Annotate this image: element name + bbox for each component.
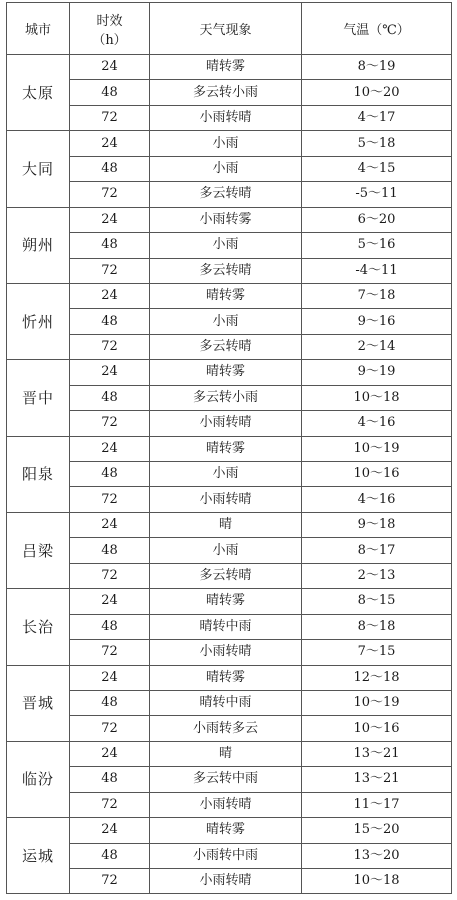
- weather-cell: 小雨: [150, 156, 302, 181]
- temp-cell: 7～15: [302, 640, 452, 665]
- hour-cell: 48: [70, 767, 150, 792]
- temp-cell: 13～20: [302, 843, 452, 868]
- weather-cell: 小雨转中雨: [150, 843, 302, 868]
- weather-cell: 小雨转晴: [150, 792, 302, 817]
- hour-cell: 48: [70, 309, 150, 334]
- table-row: [7, 334, 452, 359]
- hour-cell: 48: [70, 385, 150, 410]
- weather-cell: 晴转雾: [150, 436, 302, 461]
- weather-cell: 小雨转晴: [150, 105, 302, 130]
- weather-cell: 晴转雾: [150, 360, 302, 385]
- temp-cell: 6～20: [302, 207, 452, 232]
- header-weather: 天气现象: [150, 3, 302, 55]
- table-row: [7, 385, 452, 410]
- weather-cell: 多云转晴: [150, 182, 302, 207]
- hour-cell: 24: [70, 589, 150, 614]
- weather-cell: 小雨转晴: [150, 869, 302, 894]
- table-row: [7, 589, 452, 614]
- temp-cell: 4～17: [302, 105, 452, 130]
- temp-cell: 4～16: [302, 487, 452, 512]
- city-cell: 运城: [7, 818, 70, 894]
- hour-cell: 48: [70, 538, 150, 563]
- weather-cell: 小雨转晴: [150, 487, 302, 512]
- temp-cell: 10～18: [302, 869, 452, 894]
- header-temp: 气温（℃）: [302, 3, 452, 55]
- hour-cell: 24: [70, 818, 150, 843]
- temp-cell: 8～18: [302, 614, 452, 639]
- table-row: [7, 792, 452, 817]
- table-row: [7, 131, 452, 156]
- forecast-table: [6, 2, 452, 894]
- temp-cell: 5～18: [302, 131, 452, 156]
- temp-cell: 10～20: [302, 80, 452, 105]
- city-cell: 长治: [7, 589, 70, 665]
- temp-cell: 13～21: [302, 741, 452, 766]
- temp-cell: 4～15: [302, 156, 452, 181]
- table-row: [7, 55, 452, 80]
- weather-cell: 小雨转雾: [150, 207, 302, 232]
- weather-cell: 小雨转晴: [150, 411, 302, 436]
- table-row: [7, 258, 452, 283]
- city-cell: 朔州: [7, 207, 70, 283]
- hour-cell: 24: [70, 436, 150, 461]
- weather-cell: 多云转中雨: [150, 767, 302, 792]
- temp-cell: 10～16: [302, 462, 452, 487]
- table-row: [7, 843, 452, 868]
- header-hour-line1: 时效: [96, 13, 123, 29]
- table-row: [7, 741, 452, 766]
- weather-cell: 晴转中雨: [150, 614, 302, 639]
- table-row: [7, 283, 452, 308]
- weather-cell: 多云转小雨: [150, 80, 302, 105]
- table-row: [7, 487, 452, 512]
- table-row: [7, 80, 452, 105]
- weather-cell: 小雨转多云: [150, 716, 302, 741]
- weather-cell: 多云转晴: [150, 563, 302, 588]
- temp-cell: -5～11: [302, 182, 452, 207]
- city-cell: 阳泉: [7, 436, 70, 512]
- city-cell: 晋中: [7, 360, 70, 436]
- table-row: [7, 767, 452, 792]
- hour-cell: 24: [70, 512, 150, 537]
- table-row: [7, 614, 452, 639]
- table-row: [7, 563, 452, 588]
- city-cell: 吕梁: [7, 512, 70, 588]
- city-cell: 忻州: [7, 283, 70, 359]
- hour-cell: 72: [70, 487, 150, 512]
- temp-cell: 5～16: [302, 233, 452, 258]
- hour-cell: 24: [70, 131, 150, 156]
- temp-cell: 9～16: [302, 309, 452, 334]
- temp-cell: 8～19: [302, 55, 452, 80]
- hour-cell: 72: [70, 716, 150, 741]
- hour-cell: 24: [70, 55, 150, 80]
- weather-cell: 多云转晴: [150, 334, 302, 359]
- table-row: [7, 462, 452, 487]
- header-city: 城市: [7, 3, 70, 55]
- weather-cell: 晴转中雨: [150, 690, 302, 715]
- temp-cell: 10～19: [302, 436, 452, 461]
- temp-cell: 10～18: [302, 385, 452, 410]
- table-row: [7, 538, 452, 563]
- hour-cell: 24: [70, 360, 150, 385]
- hour-cell: 72: [70, 563, 150, 588]
- hour-cell: 48: [70, 156, 150, 181]
- weather-cell: 晴: [150, 512, 302, 537]
- weather-cell: 小雨: [150, 233, 302, 258]
- weather-cell: 小雨: [150, 131, 302, 156]
- hour-cell: 72: [70, 182, 150, 207]
- temp-cell: 2～14: [302, 334, 452, 359]
- table-row: [7, 156, 452, 181]
- table-row: [7, 665, 452, 690]
- temp-cell: 8～15: [302, 589, 452, 614]
- table-row: [7, 716, 452, 741]
- temp-cell: 10～19: [302, 690, 452, 715]
- hour-cell: 72: [70, 334, 150, 359]
- hour-cell: 48: [70, 233, 150, 258]
- weather-cell: 晴转雾: [150, 665, 302, 690]
- weather-cell: 晴转雾: [150, 589, 302, 614]
- temp-cell: 2～13: [302, 563, 452, 588]
- hour-cell: 24: [70, 741, 150, 766]
- hour-cell: 72: [70, 105, 150, 130]
- weather-cell: 晴转雾: [150, 818, 302, 843]
- weather-cell: 小雨转晴: [150, 640, 302, 665]
- hour-cell: 72: [70, 411, 150, 436]
- hour-cell: 48: [70, 690, 150, 715]
- temp-cell: 9～19: [302, 360, 452, 385]
- city-cell: 临汾: [7, 741, 70, 817]
- table-row: [7, 690, 452, 715]
- hour-cell: 48: [70, 843, 150, 868]
- weather-cell: 小雨: [150, 462, 302, 487]
- weather-cell: 小雨: [150, 309, 302, 334]
- temp-cell: 10～16: [302, 716, 452, 741]
- hour-cell: 72: [70, 640, 150, 665]
- table-row: [7, 436, 452, 461]
- weather-cell: 多云转晴: [150, 258, 302, 283]
- header-row: [7, 3, 452, 55]
- table-row: [7, 869, 452, 894]
- table-row: [7, 360, 452, 385]
- table-row: [7, 207, 452, 232]
- temp-cell: 15～20: [302, 818, 452, 843]
- weather-cell: 晴: [150, 741, 302, 766]
- city-cell: 太原: [7, 55, 70, 131]
- table-row: [7, 640, 452, 665]
- table-row: [7, 818, 452, 843]
- hour-cell: 72: [70, 869, 150, 894]
- header-hour: [70, 3, 150, 55]
- hour-cell: 24: [70, 665, 150, 690]
- temp-cell: 7～18: [302, 283, 452, 308]
- city-cell: 大同: [7, 131, 70, 207]
- table-row: [7, 512, 452, 537]
- temp-cell: 11～17: [302, 792, 452, 817]
- hour-cell: 24: [70, 207, 150, 232]
- temp-cell: 4～16: [302, 411, 452, 436]
- table-row: [7, 182, 452, 207]
- hour-cell: 24: [70, 283, 150, 308]
- table-row: [7, 233, 452, 258]
- header-hour-line2: （h）: [92, 32, 127, 48]
- temp-cell: 8～17: [302, 538, 452, 563]
- temp-cell: 9～18: [302, 512, 452, 537]
- hour-cell: 72: [70, 792, 150, 817]
- weather-cell: 晴转雾: [150, 283, 302, 308]
- temp-cell: -4～11: [302, 258, 452, 283]
- table-row: [7, 411, 452, 436]
- table-row: [7, 105, 452, 130]
- weather-cell: 晴转雾: [150, 55, 302, 80]
- table-row: [7, 309, 452, 334]
- city-cell: 晋城: [7, 665, 70, 741]
- hour-cell: 48: [70, 614, 150, 639]
- weather-cell: 多云转小雨: [150, 385, 302, 410]
- hour-cell: 48: [70, 80, 150, 105]
- weather-cell: 小雨: [150, 538, 302, 563]
- temp-cell: 13～21: [302, 767, 452, 792]
- temp-cell: 12～18: [302, 665, 452, 690]
- hour-cell: 48: [70, 462, 150, 487]
- hour-cell: 72: [70, 258, 150, 283]
